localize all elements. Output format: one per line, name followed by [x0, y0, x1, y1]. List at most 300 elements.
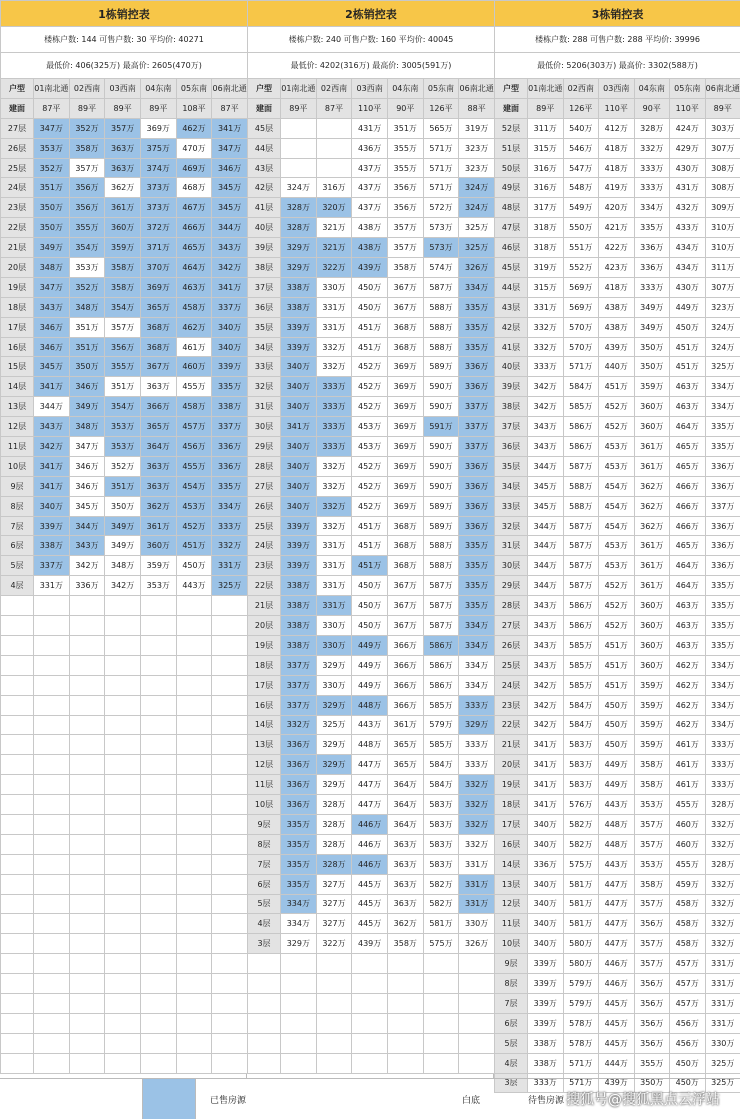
empty-cell [176, 1033, 212, 1053]
unit-price-cell: 330万 [316, 277, 352, 297]
unit-price-cell: 338万 [528, 1033, 564, 1053]
unit-price-cell: 336万 [459, 496, 495, 516]
unit-price-cell: 583万 [563, 755, 599, 775]
empty-cell [140, 715, 176, 735]
floor-label: 22层 [248, 576, 281, 596]
empty-cell [1, 735, 34, 755]
unit-price-cell: 328万 [316, 795, 352, 815]
empty-cell [1, 1033, 34, 1053]
unit-price-cell: 357万 [387, 218, 423, 238]
unit-price-cell: 437万 [352, 158, 388, 178]
unit-price-cell: 339万 [281, 556, 317, 576]
empty-cell [140, 675, 176, 695]
floor-label: 11层 [495, 914, 528, 934]
floor-label: 29层 [495, 576, 528, 596]
unit-price-cell: 349万 [634, 317, 670, 337]
unit-area-header: 87平 [34, 98, 70, 118]
unit-price-cell: 342万 [34, 437, 70, 457]
unit-price-cell: 451万 [599, 655, 635, 675]
unit-price-cell: 373万 [140, 198, 176, 218]
empty-cell [69, 735, 105, 755]
empty-cell [387, 974, 423, 994]
unit-price-cell: 351万 [69, 317, 105, 337]
unit-price-cell: 346万 [69, 456, 105, 476]
price-range: 最低价: 5206(303万) 最高价: 3302(588万) [495, 53, 740, 79]
unit-price-cell: 356万 [634, 914, 670, 934]
unit-price-cell: 374万 [140, 158, 176, 178]
unit-price-cell: 588万 [423, 337, 459, 357]
unit-price-cell: 361万 [140, 516, 176, 536]
unit-area-header: 88平 [459, 98, 495, 118]
building-info: 楼栋户数: 144 可售户数: 30 平均价: 40271 [1, 27, 248, 53]
empty-cell [387, 954, 423, 974]
unit-price-cell: 450万 [352, 297, 388, 317]
floor-label: 5层 [248, 894, 281, 914]
floor-label: 34层 [495, 476, 528, 496]
unit-price-cell: 440万 [599, 357, 635, 377]
unit-price-cell: 322万 [316, 934, 352, 954]
unit-price-cell: 352万 [34, 158, 70, 178]
floor-label: 18层 [495, 795, 528, 815]
unit-price-cell: 585万 [563, 655, 599, 675]
unit-price-cell: 335万 [459, 576, 495, 596]
empty-cell [212, 715, 248, 735]
unit-price-cell: 357万 [634, 814, 670, 834]
unit-price-cell: 366万 [387, 655, 423, 675]
empty-cell [212, 914, 248, 934]
empty-cell [69, 675, 105, 695]
floor-label: 12层 [248, 755, 281, 775]
floor-label: 23层 [495, 695, 528, 715]
unit-price-cell: 437万 [352, 198, 388, 218]
unit-price-cell: 345万 [69, 496, 105, 516]
unit-price-cell: 333万 [634, 178, 670, 198]
unit-price-cell: 375万 [140, 138, 176, 158]
unit-price-cell: 332万 [528, 317, 564, 337]
unit-price-cell: 461万 [670, 755, 706, 775]
unit-price-cell: 335万 [459, 536, 495, 556]
empty-cell [423, 954, 459, 974]
unit-price-cell: 456万 [176, 437, 212, 457]
unit-price-cell: 450万 [352, 576, 388, 596]
unit-price-cell: 366万 [387, 695, 423, 715]
unit-price-cell: 453万 [352, 417, 388, 437]
empty-cell [281, 993, 317, 1013]
empty-cell [459, 1053, 495, 1073]
unit-price-cell: 540万 [563, 118, 599, 138]
unit-price-cell: 369万 [387, 397, 423, 417]
floor-label: 48层 [495, 198, 528, 218]
empty-cell [281, 1013, 317, 1033]
unit-price-cell: 336万 [459, 516, 495, 536]
empty-cell [459, 954, 495, 974]
unit-price-cell: 452万 [599, 417, 635, 437]
unit-price-cell: 343万 [212, 238, 248, 258]
unit-price-cell: 569万 [563, 277, 599, 297]
empty-cell [176, 635, 212, 655]
unit-price-cell: 438万 [352, 238, 388, 258]
unit-price-cell: 349万 [34, 238, 70, 258]
unit-price-cell: 423万 [599, 258, 635, 278]
empty-cell [176, 616, 212, 636]
unit-price-cell: 356万 [634, 1033, 670, 1053]
unit-price-cell: 325万 [212, 576, 248, 596]
unit-price-cell: 565万 [423, 118, 459, 138]
empty-cell [69, 954, 105, 974]
empty-cell [69, 914, 105, 934]
unit-price-cell: 445万 [352, 914, 388, 934]
unit-price-cell: 465万 [176, 238, 212, 258]
unit-price-cell: 460万 [670, 814, 706, 834]
floor-label: 9层 [495, 954, 528, 974]
floor-label: 44层 [248, 138, 281, 158]
empty-cell [140, 775, 176, 795]
unit-price-cell: 585万 [563, 675, 599, 695]
unit-price-cell: 451万 [352, 516, 388, 536]
floor-label: 12层 [1, 417, 34, 437]
empty-cell [140, 695, 176, 715]
unit-price-cell: 465万 [670, 536, 706, 556]
floor-label: 8层 [1, 496, 34, 516]
unit-price-cell: 546万 [563, 138, 599, 158]
empty-cell [176, 854, 212, 874]
empty-cell [105, 974, 141, 994]
unit-price-cell: 588万 [423, 317, 459, 337]
unit-price-cell: 358万 [105, 258, 141, 278]
unit-price-cell: 316万 [528, 158, 564, 178]
unit-price-cell: 591万 [423, 417, 459, 437]
unit-price-cell: 343万 [34, 297, 70, 317]
unit-price-cell: 449万 [599, 775, 635, 795]
floor-label: 46层 [495, 238, 528, 258]
unit-price-cell: 331万 [34, 576, 70, 596]
unit-price-cell: 463万 [670, 616, 706, 636]
unit-price-cell: 449万 [670, 297, 706, 317]
building-2-panel [247, 0, 494, 1078]
unit-price-cell: 447万 [352, 755, 388, 775]
unit-area-header: 126平 [563, 98, 599, 118]
empty-cell [212, 616, 248, 636]
sold-color-swatch [142, 1079, 196, 1119]
unit-price-cell: 357万 [105, 118, 141, 138]
unit-price-cell: 331万 [316, 317, 352, 337]
empty-cell [105, 854, 141, 874]
unit-price-cell: 586万 [423, 675, 459, 695]
unit-price-cell: 437万 [352, 178, 388, 198]
unit-price-cell: 456万 [670, 1013, 706, 1033]
unit-price-cell: 349万 [69, 397, 105, 417]
empty-cell [34, 675, 70, 695]
unit-price-cell: 329万 [281, 238, 317, 258]
unit-price-cell: 457万 [176, 417, 212, 437]
unit-price-cell: 365万 [387, 735, 423, 755]
unit-price-cell: 449万 [352, 675, 388, 695]
unit-price-cell: 326万 [459, 934, 495, 954]
empty-cell [34, 1053, 70, 1073]
empty-cell [1, 993, 34, 1013]
unit-price-cell: 450万 [599, 735, 635, 755]
empty-cell [423, 1013, 459, 1033]
empty-cell [248, 954, 281, 974]
unit-price-cell: 335万 [705, 596, 740, 616]
unit-price-cell: 333万 [212, 516, 248, 536]
unit-price-cell: 361万 [634, 437, 670, 457]
unit-price-cell: 371万 [140, 238, 176, 258]
unit-price-cell: 466万 [670, 476, 706, 496]
empty-cell [34, 894, 70, 914]
unit-price-cell: 343万 [528, 417, 564, 437]
unit-price-cell: 451万 [599, 675, 635, 695]
unit-type-header: 03西南 [352, 79, 388, 99]
floor-label: 3层 [248, 934, 281, 954]
unit-type-header: 06南北通 [212, 79, 248, 99]
floor-label: 51层 [495, 138, 528, 158]
unit-price-cell: 446万 [352, 814, 388, 834]
unit-price-cell: 581万 [423, 914, 459, 934]
floor-label: 11层 [248, 775, 281, 795]
unit-price-cell: 357万 [634, 954, 670, 974]
legend-pending-label: 待售房源 [528, 1093, 564, 1106]
unit-price-cell: 346万 [69, 377, 105, 397]
unit-price-cell: 329万 [316, 755, 352, 775]
unit-price-cell: 328万 [705, 854, 740, 874]
unit-type-header: 02西南 [563, 79, 599, 99]
area-label: 建面 [1, 98, 34, 118]
empty-cell [140, 735, 176, 755]
unit-price-cell: 358万 [634, 775, 670, 795]
unit-price-cell: 356万 [387, 198, 423, 218]
empty-cell [140, 795, 176, 815]
unit-price-cell: 424万 [670, 118, 706, 138]
unit-price-cell: 457万 [670, 954, 706, 974]
empty-cell [69, 894, 105, 914]
unit-price-cell: 460万 [670, 834, 706, 854]
building-table [247, 0, 495, 1074]
unit-price-cell: 353万 [634, 854, 670, 874]
unit-price-cell: 324万 [281, 178, 317, 198]
unit-price-cell: 307万 [705, 138, 740, 158]
unit-price-cell: 331万 [459, 894, 495, 914]
unit-price-cell: 450万 [352, 596, 388, 616]
unit-type-header: 01南北通 [281, 79, 317, 99]
unit-price-cell: 331万 [316, 596, 352, 616]
empty-cell [176, 735, 212, 755]
unit-price-cell: 360万 [634, 616, 670, 636]
unit-price-cell: 461万 [176, 337, 212, 357]
empty-cell [212, 675, 248, 695]
unit-price-cell: 362万 [105, 178, 141, 198]
unit-price-cell: 353万 [105, 437, 141, 457]
floor-label: 6层 [1, 536, 34, 556]
unit-price-cell: 337万 [212, 297, 248, 317]
empty-cell [423, 974, 459, 994]
floor-label: 24层 [1, 178, 34, 198]
unit-price-cell: 590万 [423, 397, 459, 417]
unit-price-cell: 363万 [387, 894, 423, 914]
unit-price-cell: 357万 [105, 317, 141, 337]
unit-price-cell: 363万 [140, 456, 176, 476]
unit-price-cell: 351万 [105, 476, 141, 496]
unit-price-cell: 436万 [352, 138, 388, 158]
empty-cell [69, 635, 105, 655]
floor-label: 4层 [248, 914, 281, 934]
unit-price-cell: 448万 [352, 735, 388, 755]
unit-price-cell: 340万 [212, 317, 248, 337]
empty-cell [316, 1033, 352, 1053]
floor-label: 27层 [1, 118, 34, 138]
unit-price-cell: 334万 [459, 675, 495, 695]
unit-price-cell: 588万 [563, 476, 599, 496]
empty-cell [34, 655, 70, 675]
unit-price-cell: 333万 [705, 775, 740, 795]
empty-cell [176, 596, 212, 616]
unit-price-cell: 341万 [528, 775, 564, 795]
unit-price-cell: 356万 [69, 198, 105, 218]
unit-price-cell: 587万 [423, 277, 459, 297]
unit-price-cell: 372万 [140, 218, 176, 238]
empty-cell [176, 715, 212, 735]
empty-cell [1, 1013, 34, 1033]
floor-label: 42层 [495, 317, 528, 337]
unit-price-cell: 342万 [528, 675, 564, 695]
unit-price-cell: 353万 [34, 138, 70, 158]
unit-price-cell: 584万 [423, 755, 459, 775]
unit-price-cell: 581万 [563, 894, 599, 914]
unit-price-cell: 343万 [69, 536, 105, 556]
unit-price-cell: 431万 [352, 118, 388, 138]
building-1-panel [0, 0, 247, 1078]
unit-price-cell: 368万 [387, 317, 423, 337]
unit-price-cell: 430万 [670, 277, 706, 297]
unit-price-cell: 462万 [670, 675, 706, 695]
empty-cell [69, 854, 105, 874]
empty-cell [105, 934, 141, 954]
unit-price-cell: 453万 [352, 437, 388, 457]
empty-cell [105, 795, 141, 815]
unit-price-cell: 340万 [528, 914, 564, 934]
empty-cell [176, 655, 212, 675]
unit-price-cell: 359万 [634, 377, 670, 397]
empty-cell [212, 596, 248, 616]
floor-label: 4层 [1, 576, 34, 596]
type-label: 户型 [495, 79, 528, 99]
empty-cell [69, 1033, 105, 1053]
unit-price-cell: 583万 [423, 834, 459, 854]
unit-price-cell: 368万 [140, 337, 176, 357]
unit-price-cell: 429万 [670, 138, 706, 158]
unit-price-cell: 549万 [563, 198, 599, 218]
unit-price-cell: 335万 [705, 576, 740, 596]
unit-price-cell: 463万 [670, 377, 706, 397]
unit-price-cell: 589万 [423, 357, 459, 377]
unit-price-cell: 359万 [105, 238, 141, 258]
unit-area-header: 89平 [105, 98, 141, 118]
unit-price-cell: 321万 [316, 218, 352, 238]
unit-price-cell: 432万 [670, 198, 706, 218]
unit-price-cell: 362万 [634, 496, 670, 516]
floor-label: 16层 [1, 337, 34, 357]
unit-price-cell: 340万 [281, 437, 317, 457]
unit-price-cell: 329万 [316, 735, 352, 755]
empty-cell [316, 993, 352, 1013]
unit-price-cell: 345万 [34, 357, 70, 377]
building-3-panel [494, 0, 740, 1078]
unit-price-cell: 454万 [599, 516, 635, 536]
unit-price-cell: 350万 [34, 218, 70, 238]
unit-price-cell: 357万 [69, 158, 105, 178]
unit-price-cell: 318万 [528, 238, 564, 258]
unit-price-cell: 463万 [670, 635, 706, 655]
unit-price-cell: 367万 [387, 616, 423, 636]
unit-price-cell: 335万 [459, 317, 495, 337]
unit-price-cell: 587万 [563, 556, 599, 576]
floor-label: 23层 [248, 556, 281, 576]
empty-cell [34, 874, 70, 894]
unit-price-cell: 336万 [281, 795, 317, 815]
unit-price-cell: 580万 [563, 934, 599, 954]
floor-label: 8层 [495, 974, 528, 994]
floor-label: 31层 [248, 397, 281, 417]
unit-price-cell: 352万 [69, 118, 105, 138]
unit-price-cell: 466万 [176, 218, 212, 238]
empty-cell [176, 874, 212, 894]
floor-label: 9层 [248, 814, 281, 834]
floor-label: 22层 [1, 218, 34, 238]
unit-price-cell: 353万 [105, 417, 141, 437]
unit-price-cell: 433万 [670, 218, 706, 238]
unit-price-cell: 451万 [670, 357, 706, 377]
floor-label: 36层 [248, 297, 281, 317]
unit-price-cell: 308万 [705, 178, 740, 198]
unit-price-cell: 359万 [634, 675, 670, 695]
unit-price-cell: 357万 [634, 894, 670, 914]
unit-area-header: 87平 [316, 98, 352, 118]
unit-price-cell: 355万 [105, 357, 141, 377]
unit-price-cell: 358万 [634, 755, 670, 775]
empty-cell [69, 1053, 105, 1073]
empty-cell [176, 834, 212, 854]
unit-price-cell: 344万 [528, 516, 564, 536]
empty-cell [248, 974, 281, 994]
unit-price-cell: 337万 [34, 556, 70, 576]
empty-cell [212, 695, 248, 715]
unit-price-cell: 447万 [599, 894, 635, 914]
floor-label: 33层 [248, 357, 281, 377]
unit-price-cell: 584万 [563, 377, 599, 397]
empty-cell [105, 755, 141, 775]
unit-price-cell: 586万 [563, 616, 599, 636]
unit-area-header: 110平 [599, 98, 635, 118]
empty-cell [1, 874, 34, 894]
unit-price-cell: 347万 [34, 118, 70, 138]
unit-price-cell: 348万 [105, 556, 141, 576]
unit-price-cell: 332万 [634, 138, 670, 158]
unit-price-cell: 327万 [316, 914, 352, 934]
floor-label: 41层 [248, 198, 281, 218]
unit-price-cell: 447万 [599, 914, 635, 934]
unit-price-cell: 445万 [599, 1013, 635, 1033]
unit-price-cell: 456万 [670, 1033, 706, 1053]
unit-price-cell: 341万 [281, 417, 317, 437]
unit-type-header: 06南北通 [705, 79, 740, 99]
empty-cell [1, 755, 34, 775]
unit-price-cell: 336万 [281, 735, 317, 755]
unit-price-cell: 587万 [423, 596, 459, 616]
unit-price-cell: 351万 [105, 377, 141, 397]
empty-cell [176, 934, 212, 954]
unit-type-header: 03西南 [599, 79, 635, 99]
empty-cell [1, 596, 34, 616]
